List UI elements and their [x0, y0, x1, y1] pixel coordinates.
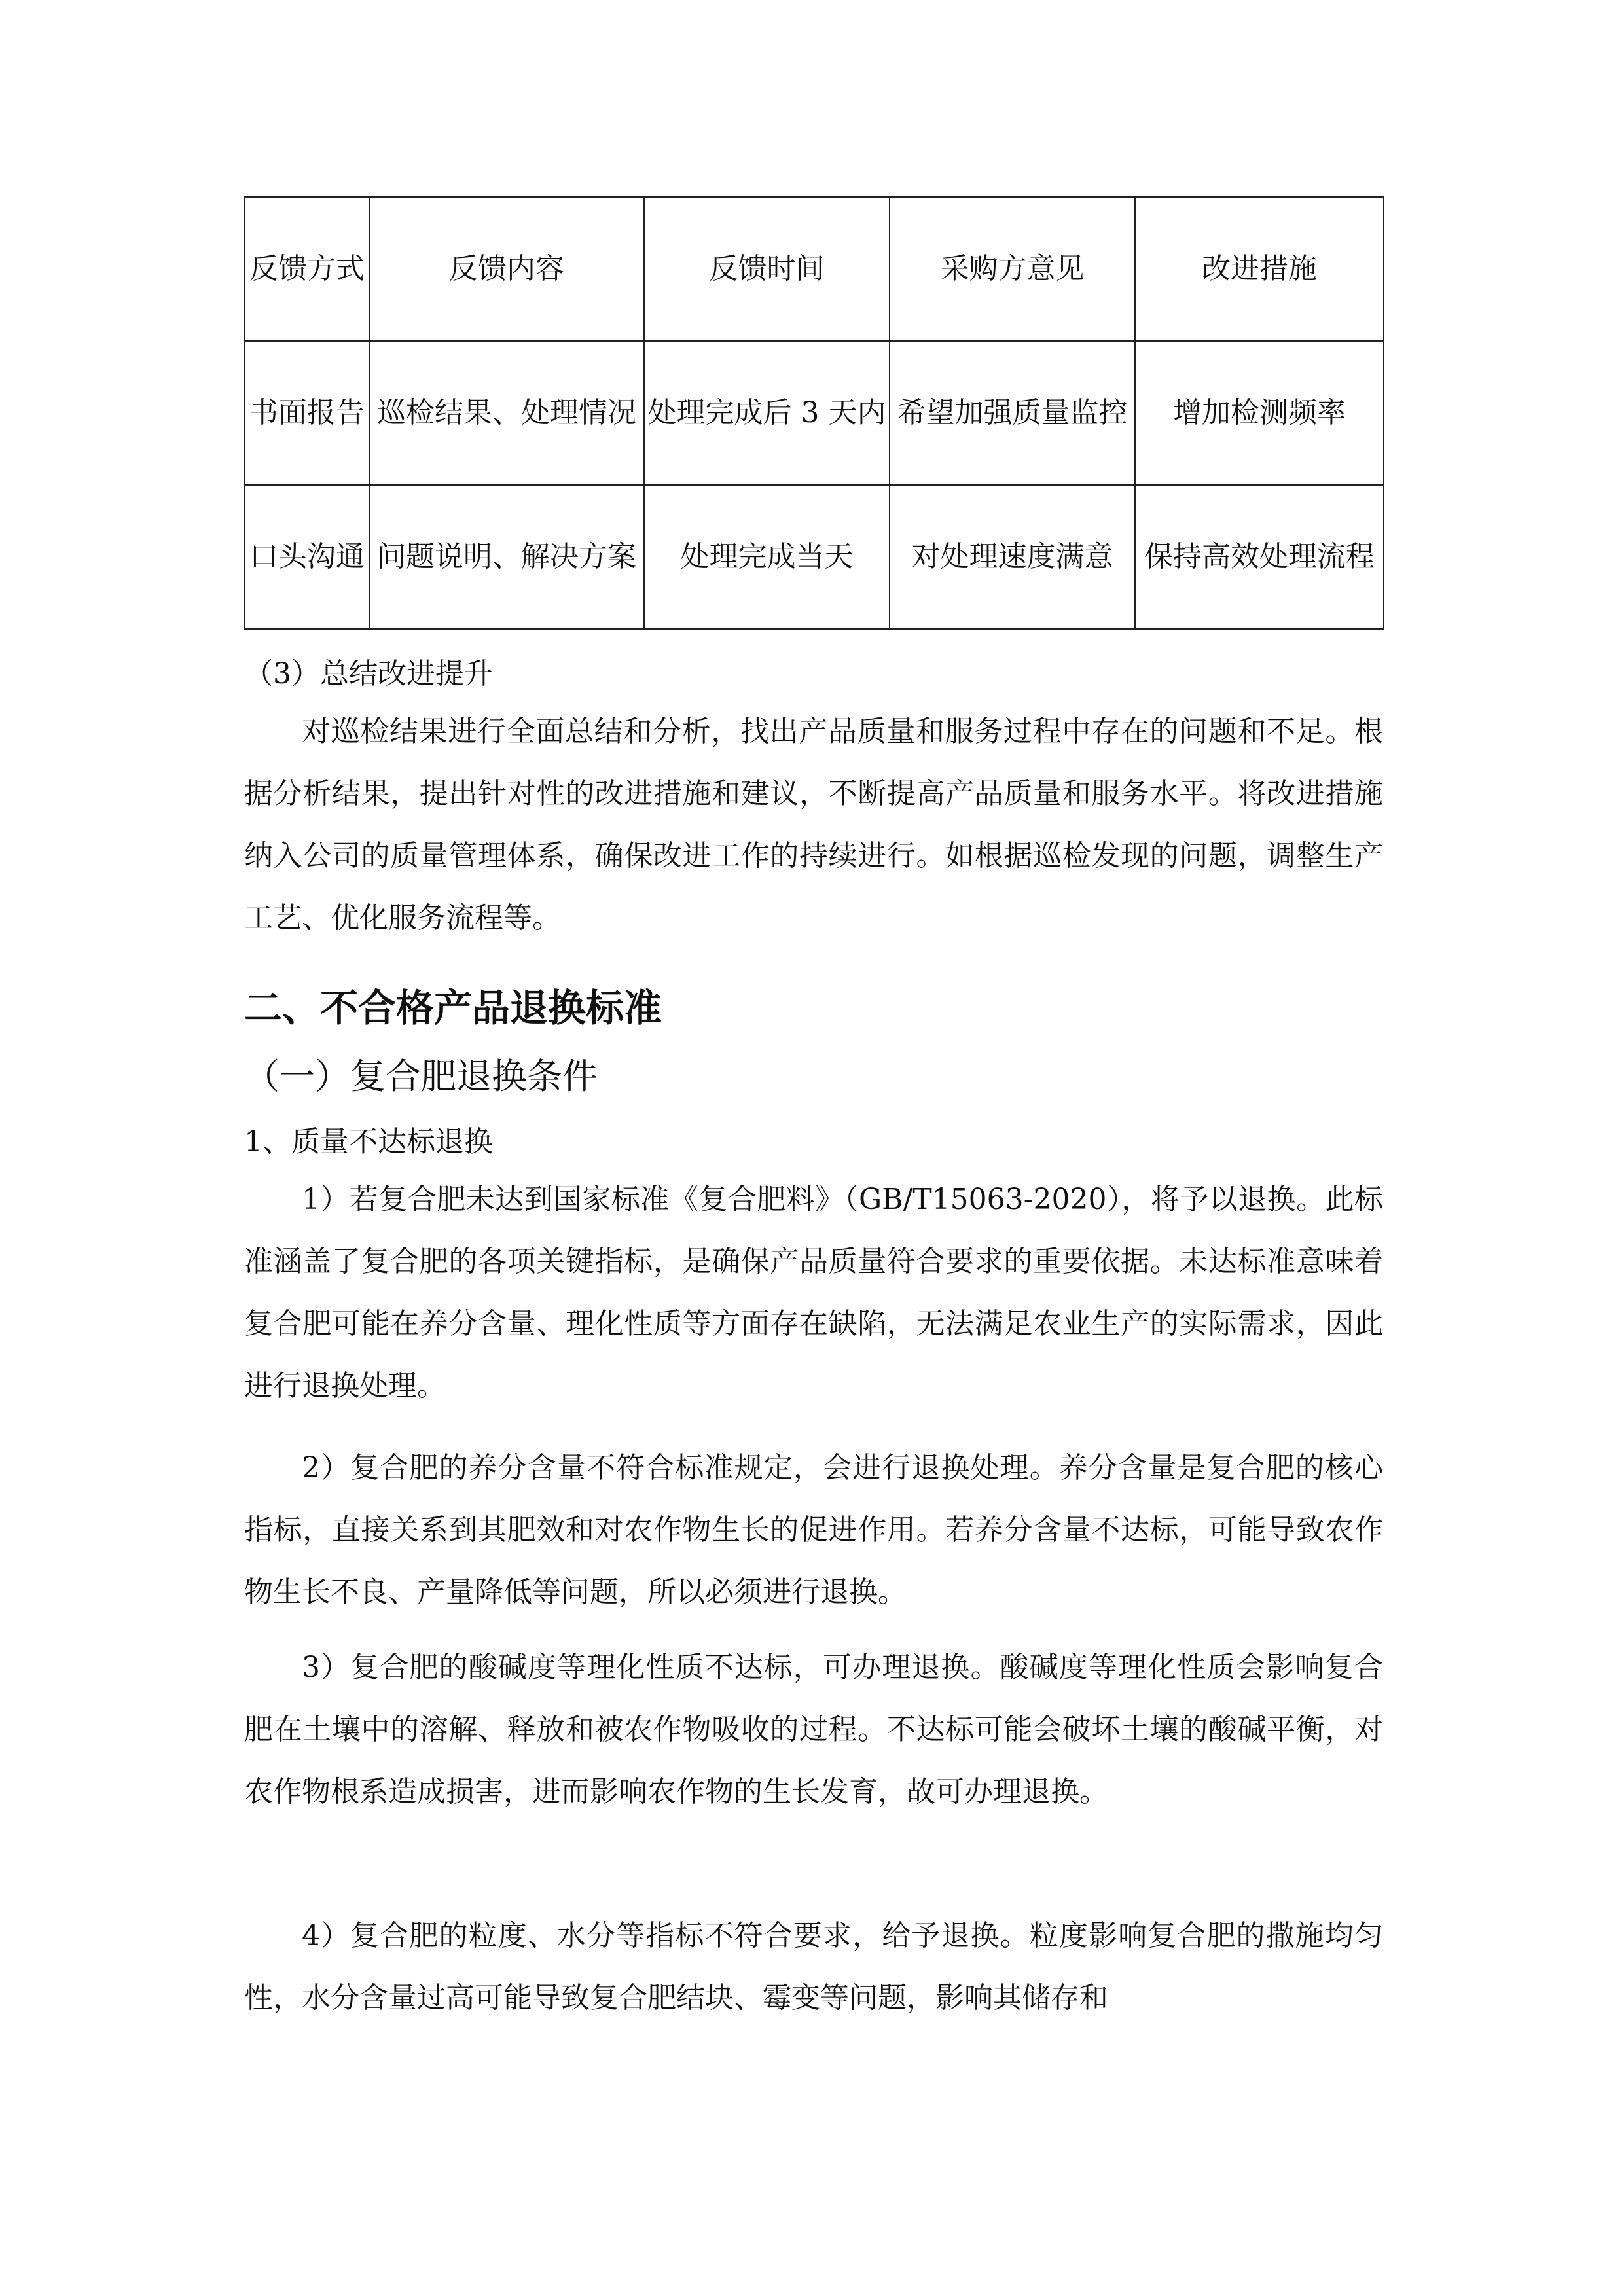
body-paragraph: 1）若复合肥未达到国家标准《复合肥料》（GB/T15063-2020），将予以退换。此标准涵盖了复合肥的各项关键指标，是确保产品质量符合要求的重要依据。未达标准意味着复合肥可能在养分含量、理化性质等方面存在缺陷，无法满足农业生产的实际需求，因此进行退换处理。: [244, 1183, 1383, 1403]
table-cell: 希望加强质量监控: [890, 341, 1135, 485]
body-paragraph: 3）复合肥的酸碱度等理化性质不达标，可办理退换。酸碱度等理化性质会影响复合肥在土壤中的溶解、释放和被农作物吸收的过程。不达标可能会破坏土壤的酸碱平衡，对农作物根系造成损害，进而影响农作物的生长发育，故可办理退换。: [244, 1651, 1383, 1808]
table-header-row: [245, 197, 1384, 341]
table-cell: 处理完成后 3 天内: [644, 341, 890, 485]
table-cell: 保持高效处理流程: [1135, 485, 1384, 629]
table-header-cell: 反馈时间: [644, 197, 890, 341]
subsection-heading: （一）复合肥退换条件: [244, 1056, 598, 1097]
body-paragraph: 4）复合肥的粒度、水分等指标不符合要求，给予退换。粒度影响复合肥的撒施均匀性，水分含量过高可能导致复合肥结块、霉变等问题，影响其储存和: [244, 1919, 1383, 2015]
table-row: [245, 341, 1384, 485]
body-paragraph: 对巡检结果进行全面总结和分析，找出产品质量和服务过程中存在的问题和不足。根据分析结果，提出针对性的改进措施和建议，不断提高产品质量和服务水平。将改进措施纳入公司的质量管理体系，确保改进工作的持续进行。如根据巡检发现的问题，调整生产工艺、优化服务流程等。: [244, 715, 1383, 935]
item-heading: 1、质量不达标退换: [244, 1125, 493, 1158]
table-cell: 口头沟通: [245, 485, 369, 629]
table-cell: 书面报告: [245, 341, 369, 485]
table-header-cell: 反馈内容: [369, 197, 644, 341]
table-row: [245, 485, 1384, 629]
table-cell: 巡检结果、处理情况: [369, 341, 644, 485]
table-cell: 处理完成当天: [644, 485, 890, 629]
table-cell: 对处理速度满意: [890, 485, 1135, 629]
table-header-cell: 反馈方式: [245, 197, 369, 341]
body-paragraph: 2）复合肥的养分含量不符合标准规定，会进行退换处理。养分含量是复合肥的核心指标，直接关系到其肥效和对农作物生长的促进作用。若养分含量不达标，可能导致农作物生长不良、产量降低等问题，所以必须进行退换。: [244, 1451, 1383, 1609]
table-header-cell: 采购方意见: [890, 197, 1135, 341]
feedback-table: [244, 196, 1384, 630]
table-cell: 增加检测频率: [1135, 341, 1384, 485]
section-heading: 二、不合格产品退换标准: [244, 986, 662, 1030]
table-cell: 问题说明、解决方案: [369, 485, 644, 629]
table-header-cell: 改进措施: [1135, 197, 1384, 341]
subsection-heading: （3）总结改进提升: [244, 657, 493, 691]
